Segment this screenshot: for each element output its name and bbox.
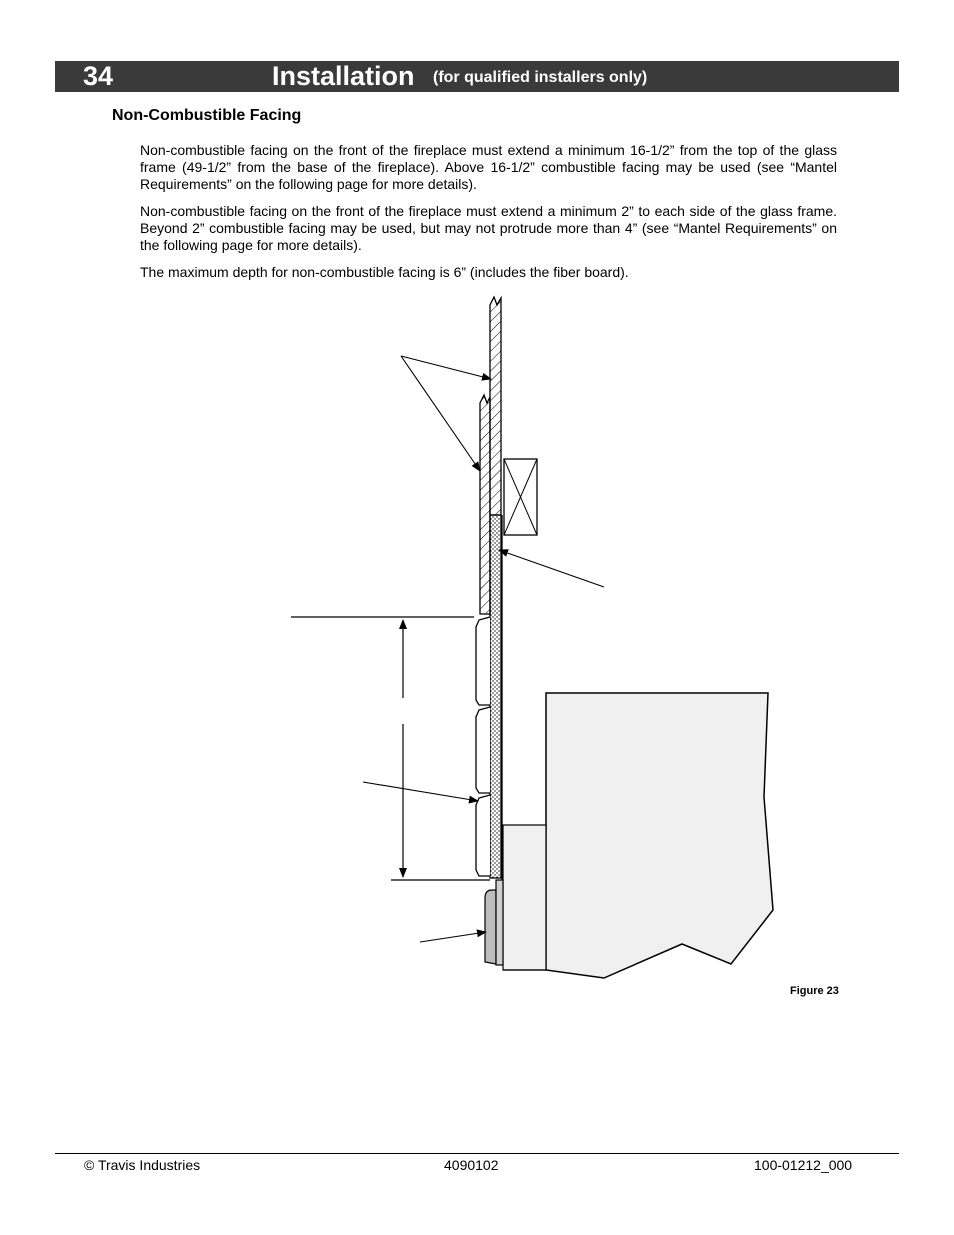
footer-divider	[55, 1153, 899, 1154]
figure-caption: Figure 23	[790, 985, 839, 997]
section-heading: Non-Combustible Facing	[112, 107, 302, 124]
framing-stud	[504, 459, 537, 535]
base-trim	[485, 880, 503, 965]
height-dimension	[291, 617, 490, 880]
page-subtitle: (for qualified installers only)	[433, 69, 648, 86]
combustible-facing	[480, 395, 490, 614]
page-title: Installation	[272, 61, 415, 91]
footer-part-number: 100-01212_000	[754, 1157, 853, 1173]
upper-wall-board	[490, 297, 501, 515]
fireplace-body	[503, 693, 773, 978]
paragraph-facing-depth: The maximum depth for non-combustible facing is 6” (includes the fiber board).	[140, 264, 629, 280]
page-number: 34	[83, 61, 114, 91]
fiber-board	[490, 515, 501, 878]
footer-copyright: © Travis Industries	[84, 1157, 201, 1173]
non-combustible-facing-stones	[476, 617, 490, 876]
footer-document-number: 4090102	[444, 1157, 499, 1173]
paragraph-facing-height: Non-combustible facing on the front of the fireplace must extend a minimum 16-1/2” from the top of the glass frame (49-1/2” from the base of the fireplace). Above 16-1/2” combustible facing may be used (see “Mantel Requirements” on the following page for more details).	[140, 142, 837, 192]
paragraph-facing-width: Non-combustible facing on the front of the fireplace must extend a minimum 2” to each side of the glass frame. Beyond 2” combustible facing may be used, but may not protrude more than 4” (see “Mantel Requirements” on the following page for more details).	[140, 203, 837, 253]
